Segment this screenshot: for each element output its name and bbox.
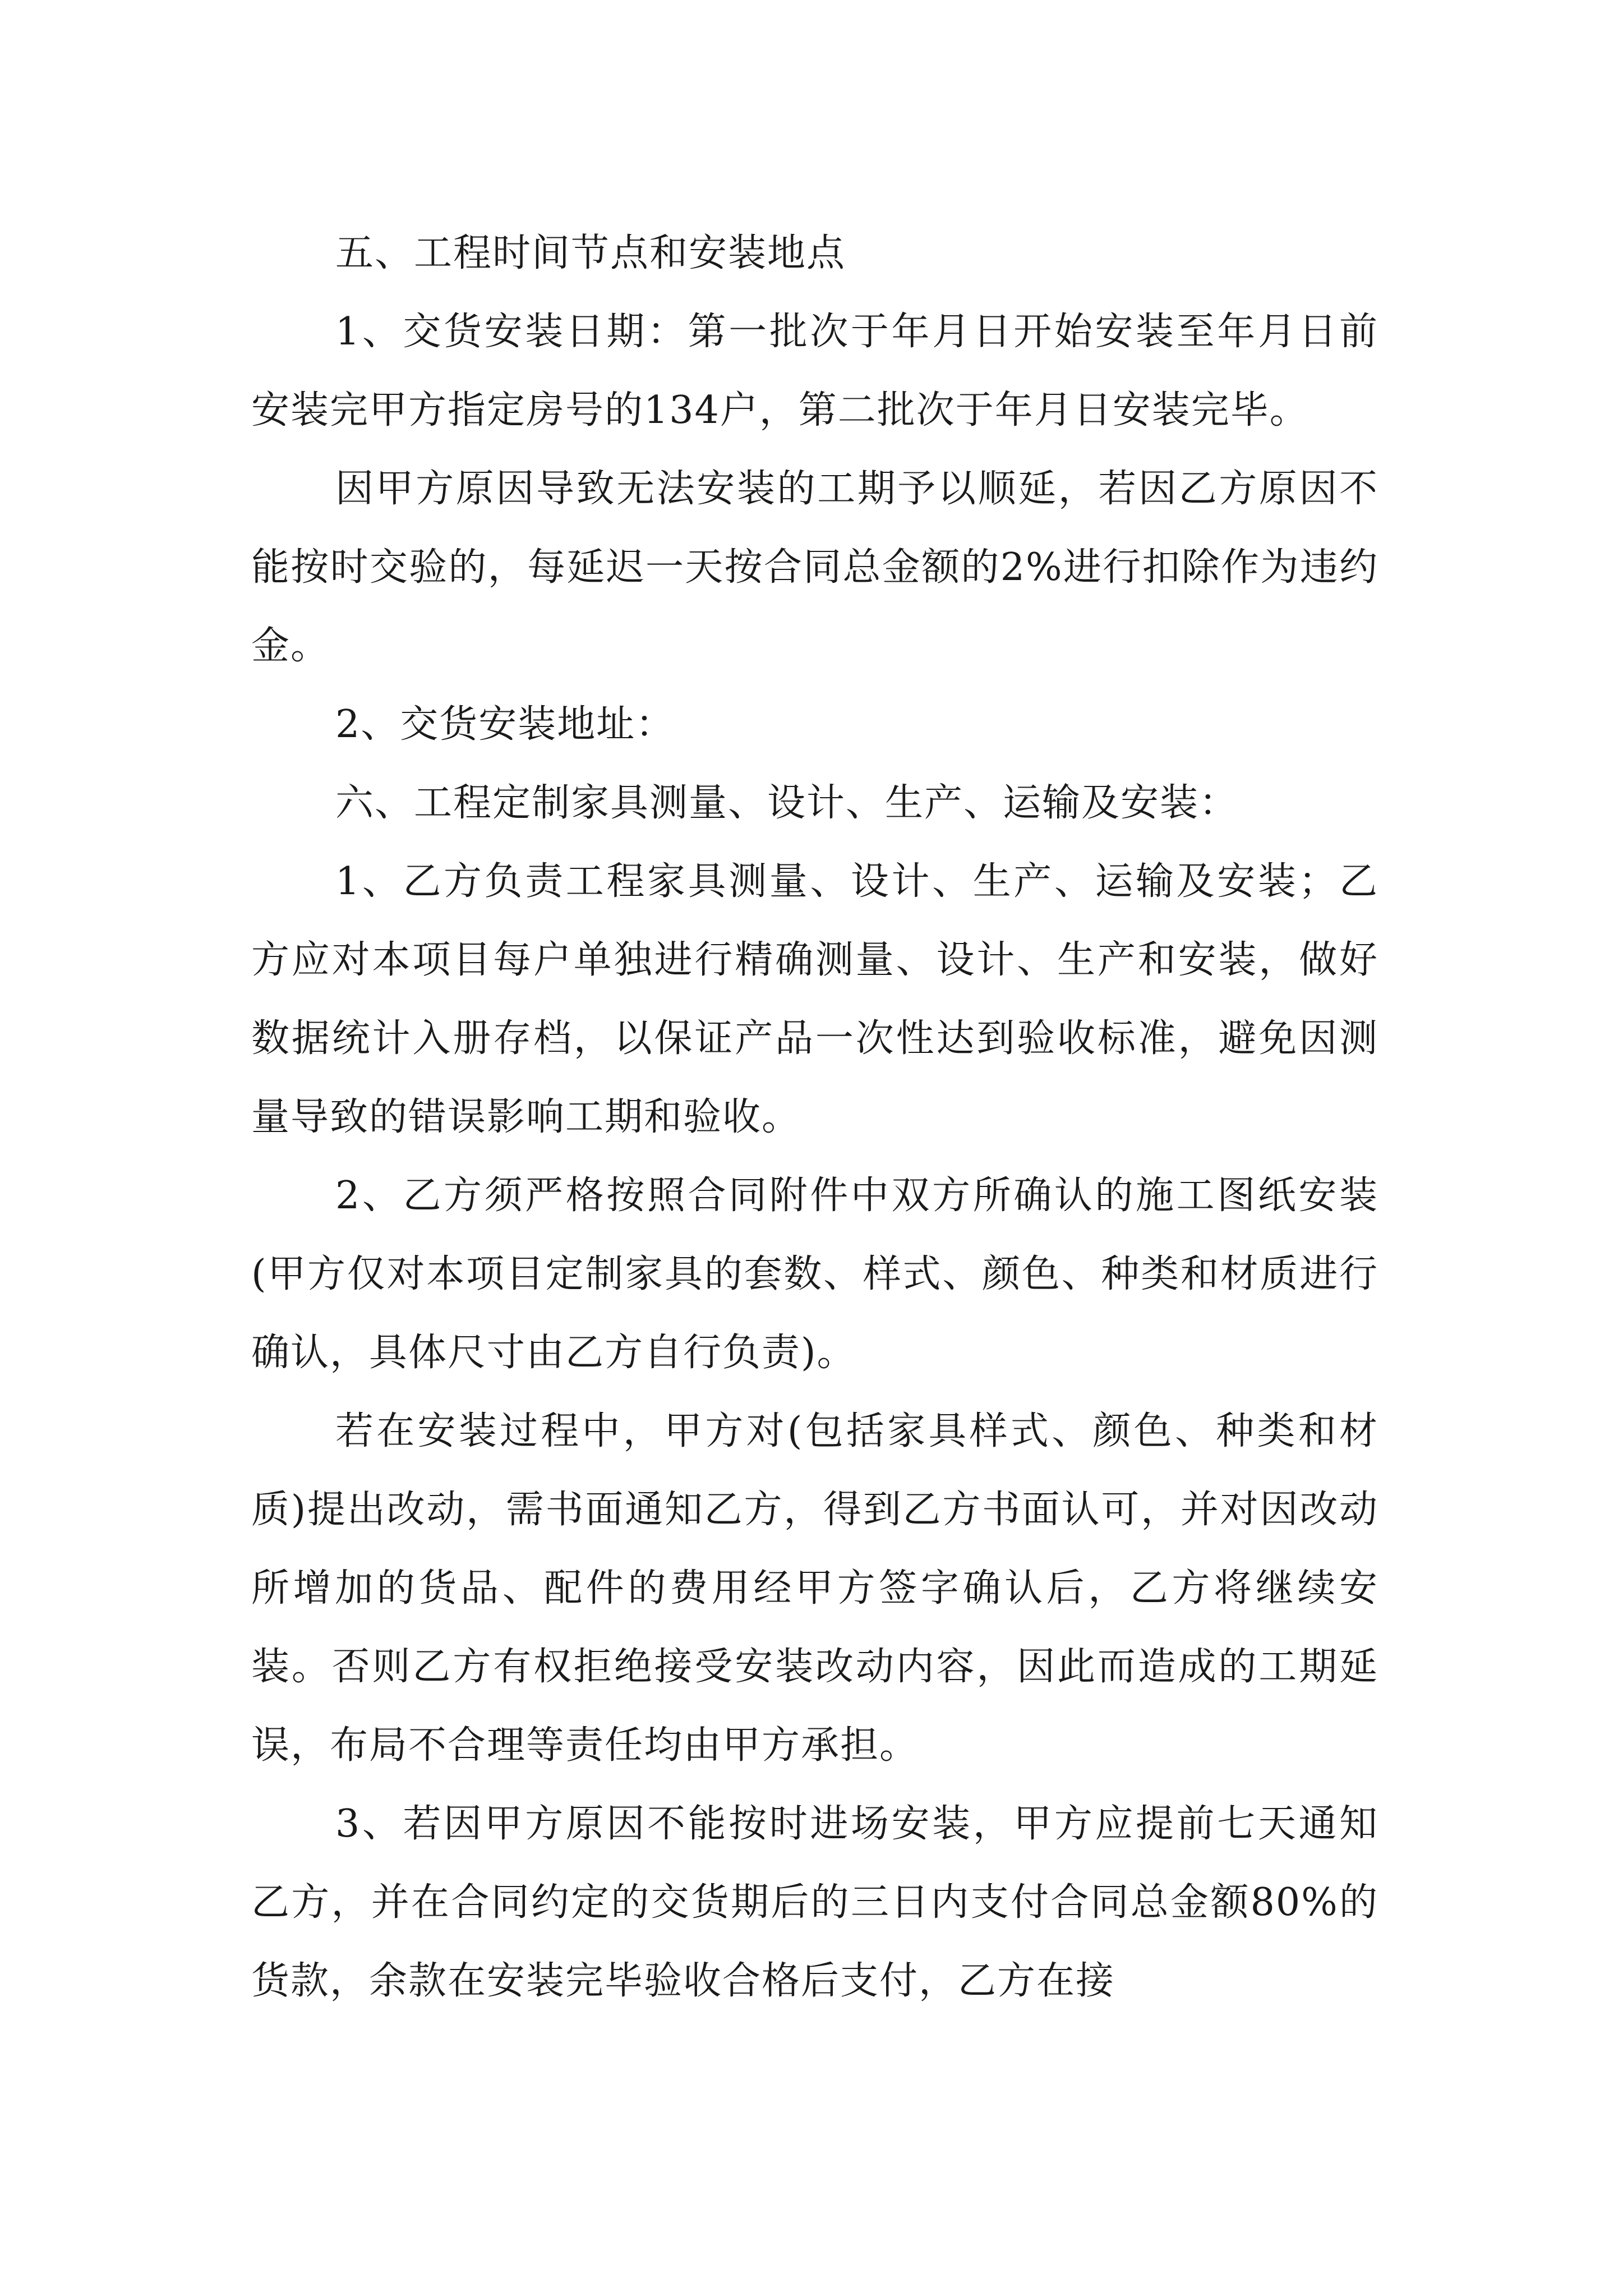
document-body — [251, 214, 1378, 2021]
section-heading-furniture: 六、工程定制家具测量、设计、生产、运输及安装： — [335, 781, 1239, 825]
paragraph-delivery-address: 2、交货安装地址： — [335, 702, 675, 747]
paragraph-delivery-date: 1、交货安装日期：第一批次于年月日开始安装至年月日前安装完甲方指定房号的134户，第二批次于年月日安装完毕。 — [251, 310, 1378, 432]
paragraph-measurement: 1、乙方负责工程家具测量、设计、生产、运输及安装；乙方应对本项目每户单独进行精确测量、设计、生产和安装，做好数据统计入册存档，以保证产品一次性达到验收标准，避免因测量导致的错误影响工期和验收。 — [251, 859, 1378, 1139]
section-heading-schedule: 五、工程时间节点和安装地点 — [335, 231, 846, 275]
paragraph-drawings: 2、乙方须严格按照合同附件中双方所确认的施工图纸安装(甲方仅对本项目定制家具的套数、样式、颜色、种类和材质进行确认，具体尺寸由乙方自行负责)。 — [251, 1174, 1378, 1375]
paragraph-late-entry: 3、若因甲方原因不能按时进场安装，甲方应提前七天通知乙方，并在合同约定的交货期后的三日内支付合同总金额80%的货款，余款在安装完毕验收合格后支付，乙方在接 — [251, 1802, 1378, 2003]
paragraph-changes: 若在安装过程中，甲方对(包括家具样式、颜色、种类和材质)提出改动，需书面通知乙方，得到乙方书面认可，并对因改动所增加的货品、配件的费用经甲方签字确认后，乙方将继续安装。否则乙方有权拒绝接受安装改动内容，因此而造成的工期延误，布局不合理等责任均由甲方承担。 — [251, 1409, 1378, 1768]
paragraph-delay-penalty: 因甲方原因导致无法安装的工期予以顺延，若因乙方原因不能按时交验的，每延迟一天按合同总金额的2%进行扣除作为违约金。 — [251, 467, 1378, 668]
